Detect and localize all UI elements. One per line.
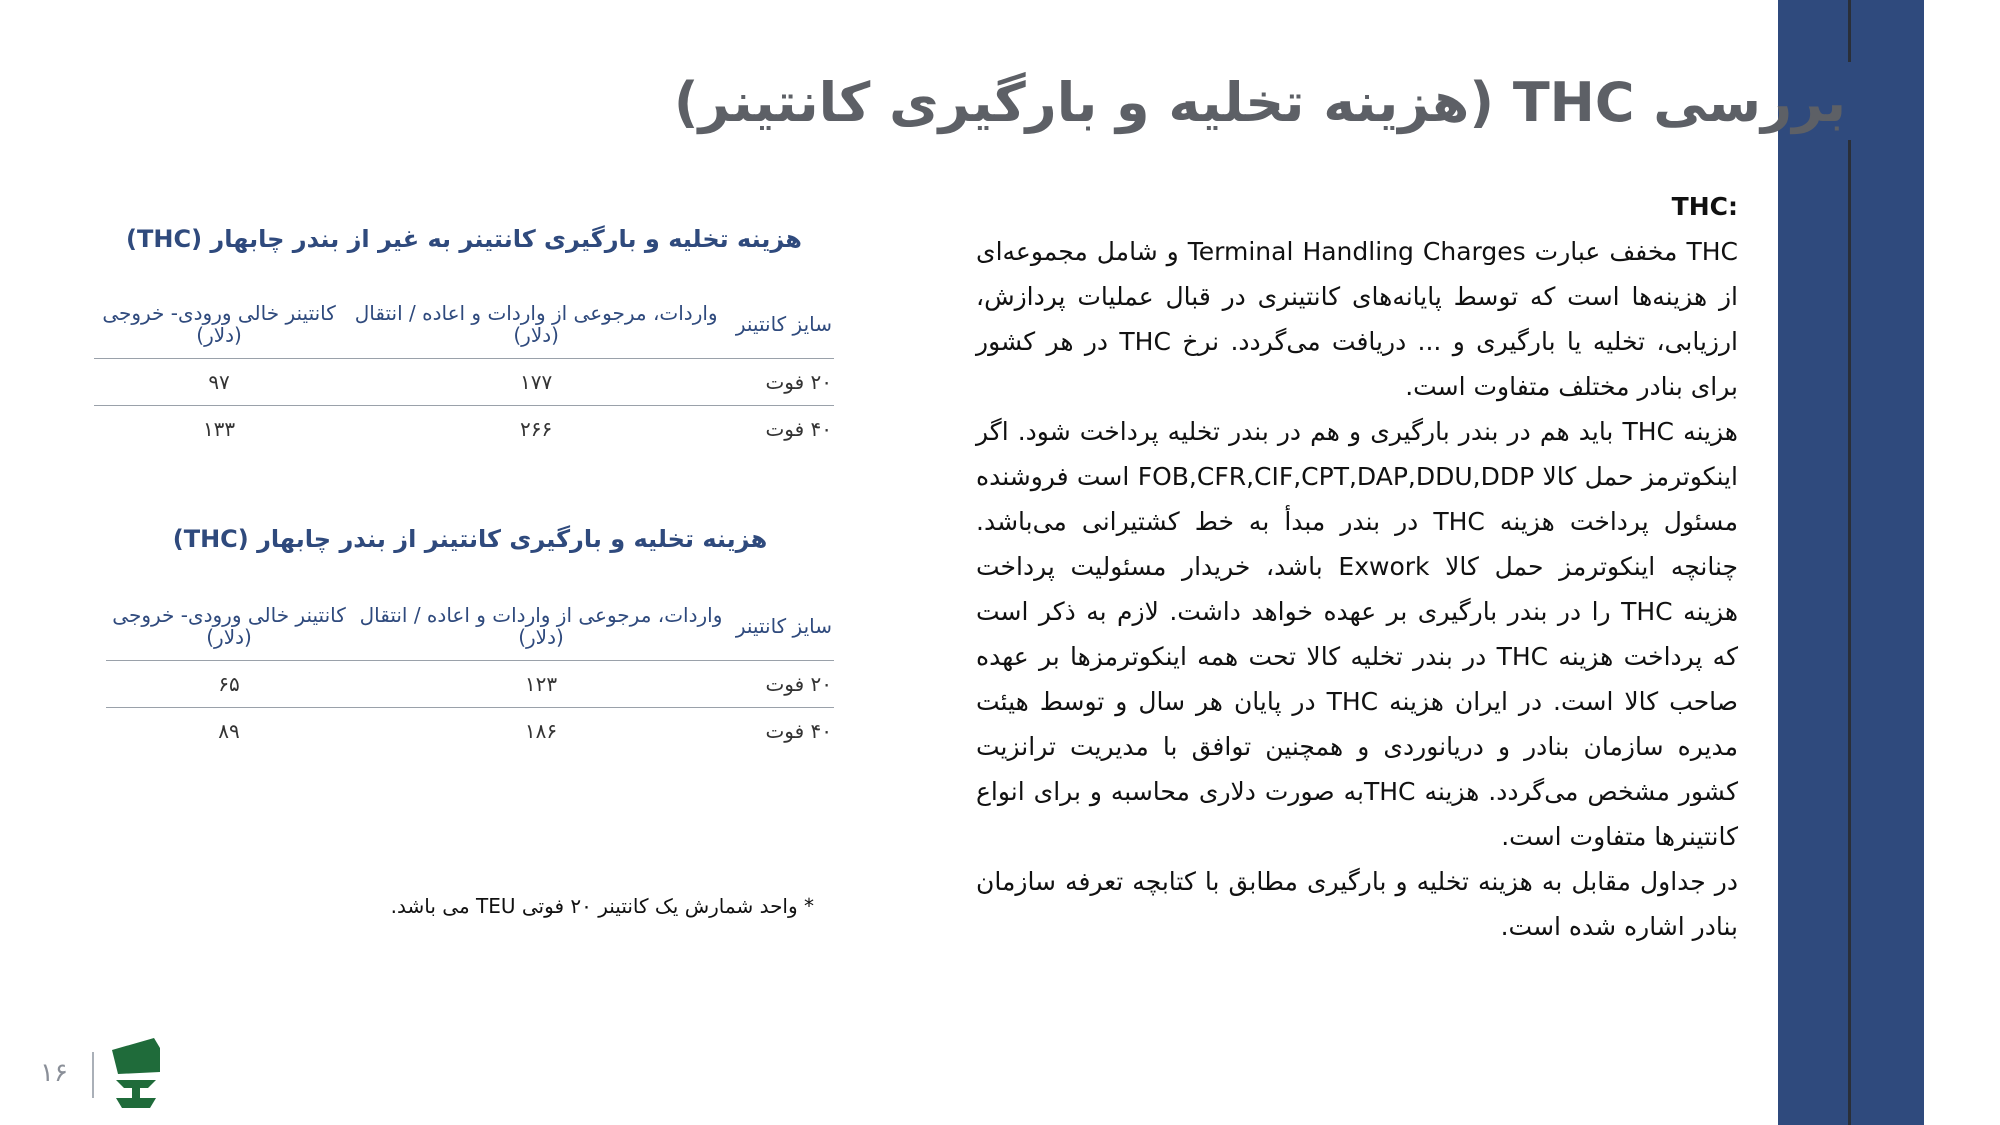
cell-empty: ۱۳۳	[202, 417, 236, 441]
footer-divider	[92, 1052, 94, 1098]
cell-imports: ۲۶۶	[520, 417, 553, 441]
header-container-size: سایز کانتینر	[728, 302, 834, 359]
paragraph-incoterms: هزینه THC باید هم در بندر بارگیری و هم در بندر تخلیه پرداخت شود. اگر اینکوترمز حمل کالا FOB,CFR,CIF,CPT,DAP,DDU,DDP است فروشنده مسئول پرداخت هزینه THC در بندر مبدأ به خط کشتیرانی می‌باشد. چنانچه اینکوترمز حمل کالا Exwork باشد، خریدار مسئولیت پرداخت هزینه THC را در بندر بارگیری بر عهده خواهد داشت. لازم به ذکر است که پرداخت هزینه THC در بندر تخلیه کالا تحت همه اینکوترمزها بر عهده صاحب کالا است. در ایران هزینه THC در پایان هر سال و توسط هیئت مدیره سازمان بنادر و دریانوردی و همچنین توافق با مدیریت ترانزیت کشور مشخص می‌گردد. هزینه THCبه صورت دلاری محاسبه و برای انواع کانتینرها متفاوت است.	[976, 417, 1739, 851]
paragraph-tables-reference: در جداول مقابل به هزینه تخلیه و بارگیری مطابق با کتابچه تعرفه سازمان بنادر اشاره شده است.	[976, 867, 1738, 941]
thc-label: :THC	[1671, 192, 1738, 221]
thc-description	[976, 184, 1738, 949]
cell-empty: ۶۵	[106, 661, 352, 708]
header-imports	[352, 604, 730, 661]
page-number: ۱۶	[40, 1058, 68, 1088]
cell-size: ۴۰ فوت	[765, 719, 832, 743]
table-header-row	[106, 604, 834, 661]
thc-table-chabahar	[106, 604, 834, 754]
cell-size: ۴۰ فوت	[765, 417, 832, 441]
cell-empty: ۹۷	[94, 359, 344, 406]
side-rule-bottom	[1848, 140, 1851, 1125]
cell-size: ۲۰ فوت	[728, 359, 834, 406]
thc-table-chabahar-block	[106, 522, 834, 754]
header-imports-label: واردات، مرجوعی از واردات و اعاده / انتقال	[354, 301, 718, 325]
table-title: هزینه تخلیه و بارگیری کانتینر به غیر از بندر چابهار (THC)	[126, 225, 802, 253]
cell-empty: ۸۹	[218, 719, 240, 743]
cell-imports: ۱۲۳	[352, 661, 730, 708]
header-empty-container	[94, 302, 344, 359]
header-imports-unit: (دلار)	[513, 323, 559, 347]
table-header-row	[94, 302, 834, 359]
header-empty-label: کانتینر خالی ورودی- خروجی	[102, 301, 336, 325]
table-row	[106, 661, 834, 708]
thc-table-non-chabahar	[94, 302, 834, 452]
side-rule-top	[1848, 0, 1851, 62]
header-container-size: سایز کانتینر	[730, 604, 834, 661]
header-imports-unit: (دلار)	[518, 625, 564, 649]
table-title: هزینه تخلیه و بارگیری کانتینر از بندر چابهار (THC)	[172, 525, 768, 553]
accent-side-band	[1778, 0, 1924, 1125]
organization-logo-icon	[108, 1036, 164, 1112]
cell-imports: ۱۷۷	[344, 359, 728, 406]
header-empty-label: کانتینر خالی ورودی- خروجی	[112, 603, 346, 627]
teu-footnote: * واحد شمارش یک کانتینر ۲۰ فوتی TEU می باشد.	[390, 894, 814, 918]
table-row	[94, 406, 834, 453]
cell-imports: ۱۸۶	[524, 719, 558, 743]
header-imports-label: واردات، مرجوعی از واردات و اعاده / انتقال	[359, 603, 723, 627]
header-empty-unit: (دلار)	[206, 625, 252, 649]
table-row	[106, 708, 834, 755]
page-title: بررسی THC (هزینه تخلیه و بارگیری کانتینر)	[673, 71, 1846, 134]
header-empty-unit: (دلار)	[196, 323, 242, 347]
cell-size: ۲۰ فوت	[730, 661, 834, 708]
thc-table-non-chabahar-block	[94, 222, 834, 452]
header-empty-container	[106, 604, 352, 661]
header-imports	[344, 302, 728, 359]
paragraph-definition: THC مخفف عبارت Terminal Handling Charges و شامل مجموعه‌ای از هزینه‌ها است که توسط پایانه‌های کانتینری در قبال عملیات پردازش، ارزیابی، تخلیه یا بارگیری و ... دریافت می‌گردد. نرخ THC در هر کشور برای بنادر مختلف متفاوت است.	[976, 237, 1738, 401]
table-row	[94, 359, 834, 406]
